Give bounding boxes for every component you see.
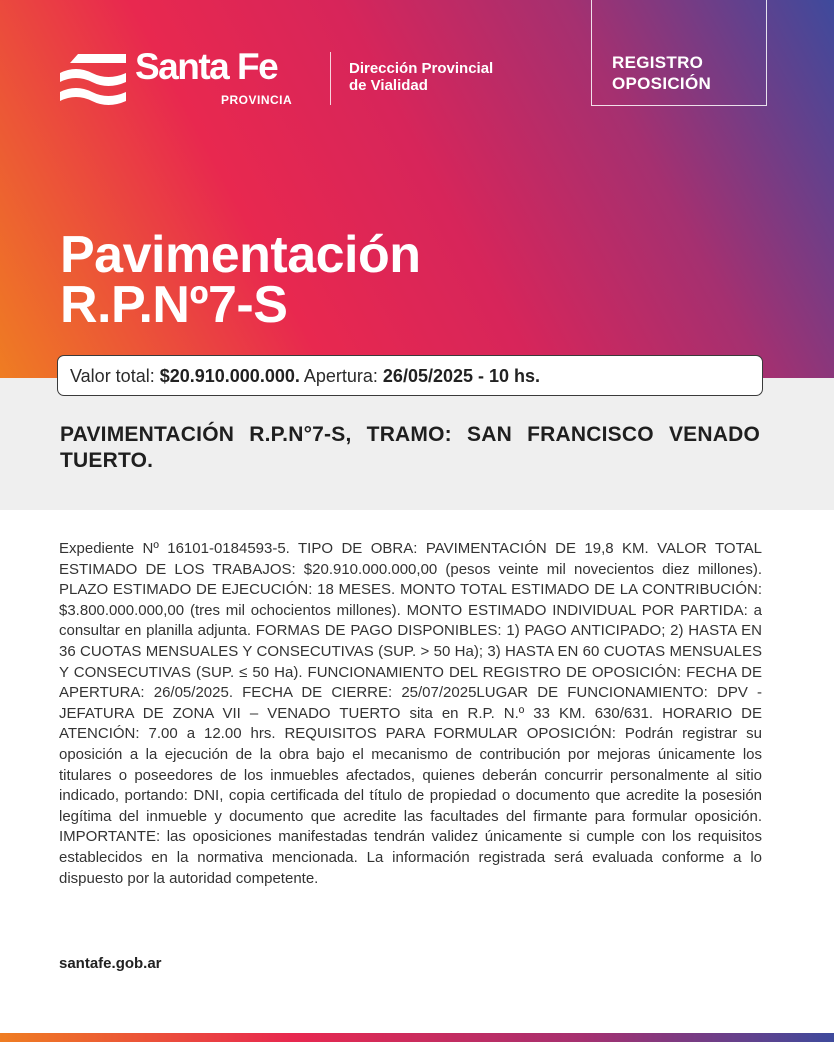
notice-body-text: Expediente Nº 16101-0184593-5. TIPO DE OBRA: PAVIMENTACIÓN DE 19,8 KM. VALOR TOTAL ESTIMADO DE LOS TRABAJOS: $20.910.000.000,00 (pesos veinte mil novecientos diez millones). PLAZO ESTIMADO DE EJECUCIÓN: 18 MESES. MONTO TOTAL ESTIMADO DE LA CONTRIBUCIÓN: $3.800.000.000,00 (tres mil ochocientos millones). MONTO ESTIMADO INDIVIDUAL POR PARTIDA: a consultar en planilla adjunta. FORMAS DE PAGO DISPONIBLES: 1) PAGO ANTICIPADO; 2) HASTA EN 36 CUOTAS MENSUALES Y CONSECUTIVAS (SUP. > 50 Ha); 3) HASTA EN 60 CUOTAS MENSUALES Y CONSECUTIVAS (SUP. ≤ 50 Ha). FUNCIONAMIENTO DEL REGISTRO DE OPOSICIÓN: FECHA DE APERTURA: 26/05/2025. FECHA DE CIERRE: 25/07/2025LUGAR DE FUNCIONAMIENTO: DPV - JEFATURA DE ZONA VII – VENADO TUERTO sita en R.P. N.º 33 KM. 630/631. HORARIO DE ATENCIÓN: 7.00 a 12.00 hrs. REQUISITOS PARA FORMULAR OPOSICIÓN: Podrán registrar su oposición a la ejecución de la obra bajo el mecanismo de contribución por mejoras únicamente los titulares o poseedores de los inmuebles afectados, quienes deberán concurrir personalmente al sitio indicado, portando: DNI, copia certificada del título de propiedad o documento que acredite la posesión legítima del inmueble y documento que acredite las facultades del firmante para formular oposición. IMPORTANTE: las oposiciones manifestadas tendrán validez únicamente si cumple con los requisitos establecidos en la normativa mencionada. La información registrada será evaluada conforme a lo dispuesto por la autoridad competente.	[59, 540, 762, 887]
register-badge-line-1: REGISTRO	[612, 53, 704, 72]
brand-name: Santa Fe	[135, 46, 278, 87]
hero-banner	[0, 0, 834, 380]
agency-line-1: Dirección Provincial	[349, 60, 494, 77]
register-badge	[591, 0, 767, 106]
agency-name	[349, 60, 493, 94]
project-subtitle: PAVIMENTACIÓN R.P.N°7-S, TRAMO: SAN FRANCISCO VENADO TUERTO.	[60, 423, 760, 472]
santa-fe-logo	[58, 46, 308, 110]
value-summary-box	[57, 355, 763, 396]
total-value: $20.910.000.000.	[159, 366, 300, 386]
page-title-line-2: R.P.Nº7-S	[60, 276, 288, 334]
opening-label: Apertura:	[299, 366, 383, 386]
total-value-label: Valor total:	[70, 366, 160, 386]
brand-subtitle: PROVINCIA	[221, 93, 293, 107]
agency-line-2: de Vialidad	[349, 77, 428, 94]
page-title	[60, 226, 421, 334]
header-divider	[330, 52, 331, 105]
page-title-line-1: Pavimentación	[60, 226, 421, 284]
register-badge-line-2: OPOSICIÓN	[612, 74, 712, 93]
footer-website: santafe.gob.ar	[59, 955, 162, 972]
santa-fe-flag-icon	[58, 52, 128, 106]
bottom-gradient-bar	[0, 1033, 834, 1042]
opening-date: 26/05/2025 - 10 hs.	[382, 366, 541, 386]
